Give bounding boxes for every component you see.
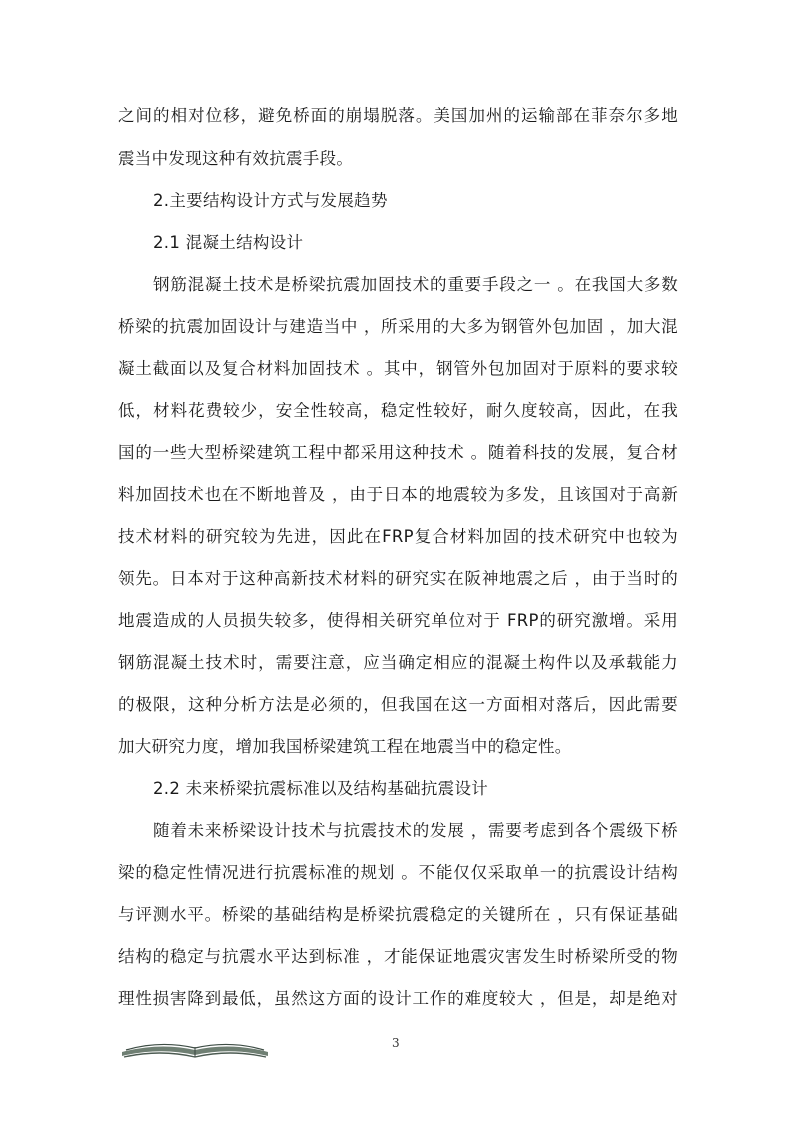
body-line: 低，材料花费较少，安全性较高，稳定性较好，耐久度较高，因此，在我: [118, 401, 678, 420]
body-line: 技术材料的研究较为先进，因此在FRP复合材料加固的技术研究中也较为: [118, 527, 678, 546]
body-line: 国的一些大型桥梁建筑工程中都采用这种技术 。随着科技的发展，复合材: [118, 443, 678, 462]
page-number: 3: [392, 1036, 400, 1050]
open-book-logo-icon: [120, 1038, 270, 1060]
body-line: 加大研究力度，增加我国桥梁建筑工程在地震当中的稳定性。: [118, 737, 572, 756]
body-line: 与评测水平。桥梁的基础结构是桥梁抗震稳定的关键所在 ，只有保证基础: [118, 905, 678, 924]
body-line: 桥梁的抗震加固设计与建造当中 ，所采用的大多为钢管外包加固 ，加大混: [118, 317, 678, 336]
body-line: 理性损害降到最低，虽然这方面的设计工作的难度较大 ，但是，却是绝对: [118, 989, 678, 1008]
body-line: 结构的稳定与抗震水平达到标准 ，才能保证地震灾害发生时桥梁所受的物: [118, 947, 678, 966]
body-line: 的极限，这种分析方法是必须的，但我国在这一方面相对落后，因此需要: [118, 695, 678, 714]
body-line: 凝土截面以及复合材料加固技术 。其中，钢管外包加固对于原料的要求较: [118, 359, 678, 378]
body-line: 之间的相对位移，避免桥面的崩塌脱落。美国加州的运输部在菲奈尔多地: [118, 106, 678, 125]
subsection-heading: 2.1 混凝土结构设计: [153, 233, 304, 252]
subsection-heading: 2.2 未来桥梁抗震标准以及结构基础抗震设计: [153, 779, 489, 798]
body-line: 钢筋混凝土技术时，需要注意，应当确定相应的混凝土构件以及承载能力: [118, 653, 678, 672]
body-line: 地震造成的人员损失较多，使得相关研究单位对于 FRP的研究激增。采用: [118, 611, 678, 630]
body-line: 领先。日本对于这种高新技术材料的研究实在阪神地震之后 ，由于当时的: [118, 569, 678, 588]
body-line: 钢筋混凝土技术是桥梁抗震加固技术的重要手段之一 。在我国大多数: [153, 275, 678, 294]
section-heading: 2.主要结构设计方式与发展趋势: [153, 191, 388, 210]
body-line: 梁的稳定性情况进行抗震标准的规划 。不能仅仅采取单一的抗震设计结构: [118, 863, 678, 882]
body-line: 料加固技术也在不断地普及 ，由于日本的地震较为多发，且该国对于高新: [118, 485, 678, 504]
body-line: 震当中发现这种有效抗震手段。: [118, 149, 354, 168]
body-line: 随着未来桥梁设计技术与抗震技术的发展 ，需要考虑到各个震级下桥: [153, 821, 678, 840]
